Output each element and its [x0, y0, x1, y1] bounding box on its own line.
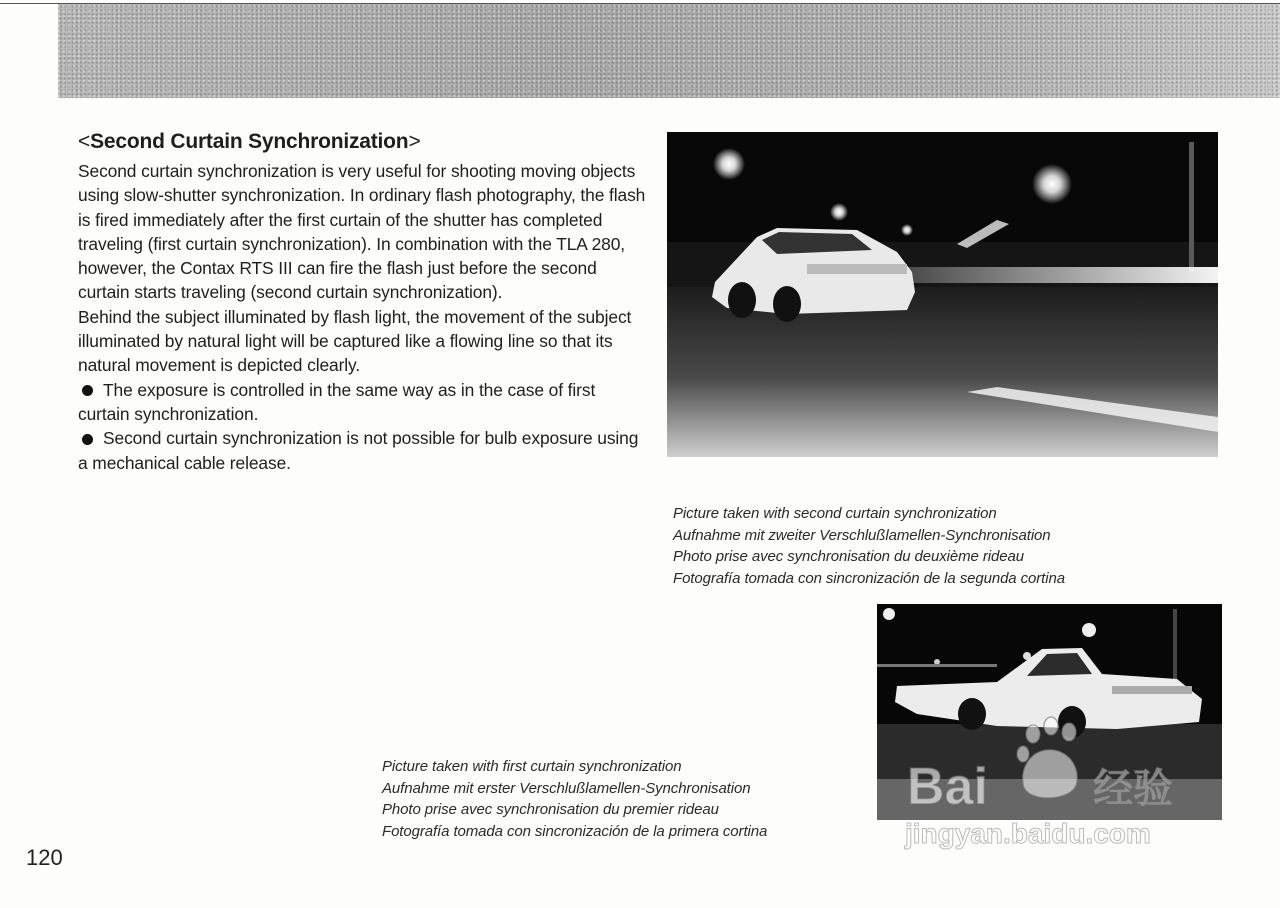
watermark-url: jingyan.baidu.com: [905, 818, 1151, 849]
bullet-item-2: [78, 426, 648, 475]
watermark-brand: Bai: [907, 758, 988, 816]
caption-second-curtain: [673, 503, 1065, 589]
caption-line-fr: Photo prise avec synchronisation du premier rideau: [382, 801, 719, 818]
title-open-bracket: <: [78, 130, 91, 153]
section-title: [78, 130, 421, 154]
caption-line-de: Aufnahme mit erster Verschlußlamellen-Synchronisation: [382, 779, 751, 797]
paragraph-1: Second curtain synchronization is very useful for shooting moving objects using slow-shutter synchronization. In ordinary flash photography, the flash is fired immediately after the first curtain of the shutter has completed traveling (first curtain synchronization). In combination with the TLA 280, however, the Contax RTS III can fire the flash just before the second curtain starts traveling (second curtain synchronization).: [78, 161, 646, 303]
header-band: [58, 4, 1280, 98]
bullet-dot-icon: [82, 434, 93, 445]
body-text: [78, 159, 648, 475]
title-text: Second Curtain Synchronization: [90, 130, 409, 153]
paragraph-2: Behind the subject illuminated by flash light, the movement of the subject illuminated by natural light will be captured like a flowing line so that its natural movement is depicted clearly.: [78, 306, 632, 376]
bullet-dot-icon: [82, 385, 93, 396]
caption-line-en: Picture taken with second curtain synchronization: [673, 505, 997, 522]
bullet-text-1: The exposure is controlled in the same way as in the case of first curtain synchronization.: [78, 379, 596, 424]
bullet-item-1: [78, 378, 648, 427]
watermark-brand-cn: 经验: [1093, 766, 1173, 812]
photo-second-curtain: [667, 132, 1218, 457]
night-car-photo-second: [667, 132, 1218, 457]
bullet-text-2: Second curtain synchronization is not possible for bulb exposure using a mechanical cable release.: [78, 428, 639, 473]
page-number: 120: [26, 845, 63, 870]
caption-line-es: Fotografía tomada con sincronización de la primera cortina: [382, 822, 768, 840]
title-close-bracket: >: [408, 130, 421, 153]
caption-line-es: Fotografía tomada con sincronización de la segunda cortina: [673, 569, 1065, 587]
caption-line-fr: Photo prise avec synchronisation du deuxième rideau: [673, 548, 1024, 565]
caption-first-curtain: [382, 756, 767, 842]
caption-line-de: Aufnahme mit zweiter Verschlußlamellen-Synchronisation: [673, 526, 1051, 544]
caption-line-en: Picture taken with first curtain synchronization: [382, 758, 682, 775]
